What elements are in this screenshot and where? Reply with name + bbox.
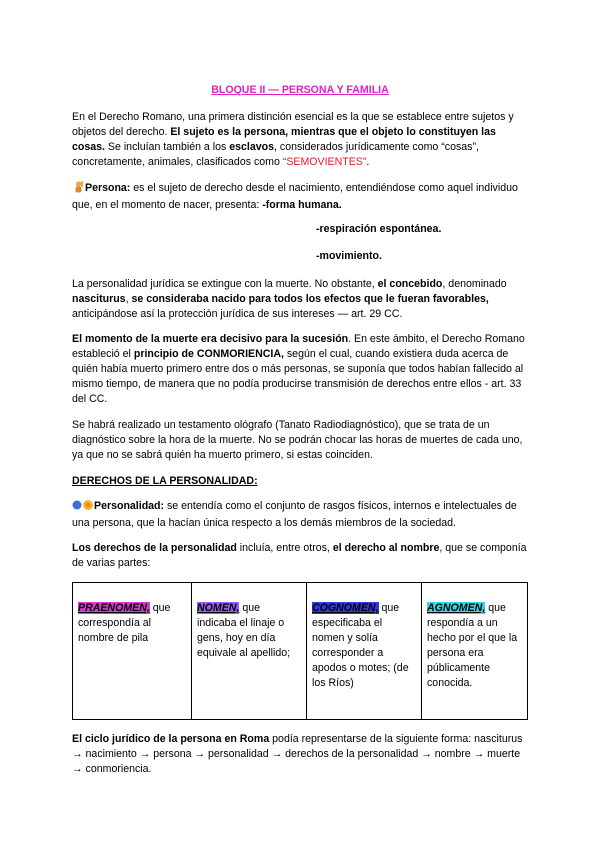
persona-item-movimiento-text: -movimiento. <box>316 250 382 262</box>
sun-flower-icon <box>82 499 94 516</box>
cognomen-term: COGNOMEN, <box>312 602 379 614</box>
muerte-text-1: . En este ámbito, el Derecho Romano estableció el <box>72 333 525 360</box>
intro-bold-2: esclavos <box>229 141 275 153</box>
table-cell-agnomen <box>422 583 528 720</box>
agnomen-term: AGNOMEN, <box>427 602 486 614</box>
nombre-bold-1: Los derechos de la personalidad <box>72 542 237 554</box>
persona-item-respiracion-text: -respiración espontánea. <box>316 223 442 235</box>
name-parts-table <box>72 582 528 720</box>
ciclo-bold: El ciclo jurídico de la persona en Roma <box>72 733 270 745</box>
pj-bold-3: se consideraba nacido para todos los efectos que le fueran favorables, <box>131 293 489 305</box>
personalidad-text: se entendía como el conjunto de rasgos físicos, internos e intelectuales de una persona, que la hacían única respecto a los demás miembros de la sociedad. <box>72 500 517 529</box>
nombre-text-1: incluía, entre otros, <box>236 542 333 554</box>
persona-item-movimiento <box>316 249 382 264</box>
personalidad-paragraph <box>72 499 528 531</box>
persona-item-forma: -forma humana. <box>262 199 342 211</box>
muerte-bold-conmoriencia: principio de CONMORIENCIA, <box>133 348 284 360</box>
intro-text-1: En el Derecho Romano, una primera distinción esencial es la que se establece entre sujetos y objetos del derecho. <box>72 111 514 138</box>
derechos-heading: DERECHOS DE LA PERSONALIDAD: <box>72 475 258 487</box>
testamento-paragraph: Se habrá realizado un testamento ológrafo (Tanato Radiodiagnóstico), que se trata de un diagnóstico sobre la hora de la muerte. No se podrán chocar las horas de muertes de cada uno, ya que no se sabrá quién ha muerto primero, si estas coinciden. <box>72 419 523 461</box>
intro-text-4: . <box>366 156 370 168</box>
persona-text: es el sujeto de derecho desde el nacimiento, entendiéndose como aquel individuo que, en el momento de nacer, presenta: <box>72 182 518 211</box>
personalidad-label: Personalidad: <box>94 500 165 512</box>
table-row <box>73 583 528 720</box>
semovientes-term: “SEMOVIENTES” <box>282 156 367 168</box>
person-raising-hand-icon <box>72 180 85 198</box>
nombre-bold-2: el derecho al nombre <box>332 542 440 554</box>
intro-text-2: Se incluían también a los <box>104 141 230 153</box>
ciclo-paragraph <box>72 732 528 777</box>
muerte-paragraph <box>72 332 528 407</box>
page-title: BLOQUE II — PERSONA Y FAMILIA <box>211 84 389 96</box>
muerte-text-2: según el cual, cuando existiera duda acerca de quién había muerto primero entre dos o más personas, se suponía que todos habían fallecido al mismo tiempo, de manera que no podía producirse transmisión de derechos entre ellos - art. 33 del CC. <box>72 348 524 405</box>
intro-bold-1: El sujeto es la persona, mientras que el objeto lo constituyen las cosas. <box>72 126 496 153</box>
table-cell-cognomen <box>307 583 422 720</box>
muerte-bold-1: El momento de la muerte era decisivo para la sucesión <box>72 333 349 345</box>
pj-bold-concebido: el concebido <box>377 278 443 290</box>
ciclo-text: podía representarse de la siguiente forma: nasciturus → nacimiento → persona → personalidad → derechos de la personalidad → nombre → muerte → conmoriencia. <box>72 733 523 775</box>
pj-text-4: anticipándose así la protección jurídica de sus intereses — art. 29 CC. <box>72 308 403 320</box>
nombre-text-2: , que se componía de varias partes: <box>72 542 527 569</box>
nomen-desc: que indicaba el linaje o gens, hoy en día equivale al apellido; <box>197 602 291 659</box>
table-cell-nomen <box>192 583 307 720</box>
agnomen-desc: que respondía a un hecho por el que la persona era públicamente conocida. <box>427 602 518 689</box>
pj-bold-nasciturus: nasciturus <box>72 293 126 305</box>
persona-label: Persona: <box>85 182 131 194</box>
praenomen-term: PRAENOMEN, <box>78 602 150 614</box>
table-cell-praenomen <box>73 583 192 720</box>
cognomen-desc: que especificaba el nomen y solía corresponder a apodos o motes; (de los Ríos) <box>312 602 409 689</box>
nombre-paragraph <box>72 541 528 571</box>
pj-text-2: , denominado <box>442 278 507 290</box>
pj-text-1: La personalidad jurídica se extingue con la muerte. No obstante, <box>72 278 378 290</box>
praenomen-desc: que correspondía al nombre de pila <box>78 602 171 644</box>
nomen-term: NOMEN, <box>197 602 240 614</box>
intro-text-3: , considerados jurídicamente como “cosas”, concretamente, animales, clasificados como <box>72 141 479 168</box>
pj-text-3: , <box>125 293 132 305</box>
persona-item-respiracion <box>316 222 441 237</box>
personalidad-juridica-paragraph <box>72 277 528 322</box>
speaking-head-icon <box>72 499 82 516</box>
persona-paragraph <box>72 180 528 213</box>
intro-paragraph <box>72 110 528 170</box>
